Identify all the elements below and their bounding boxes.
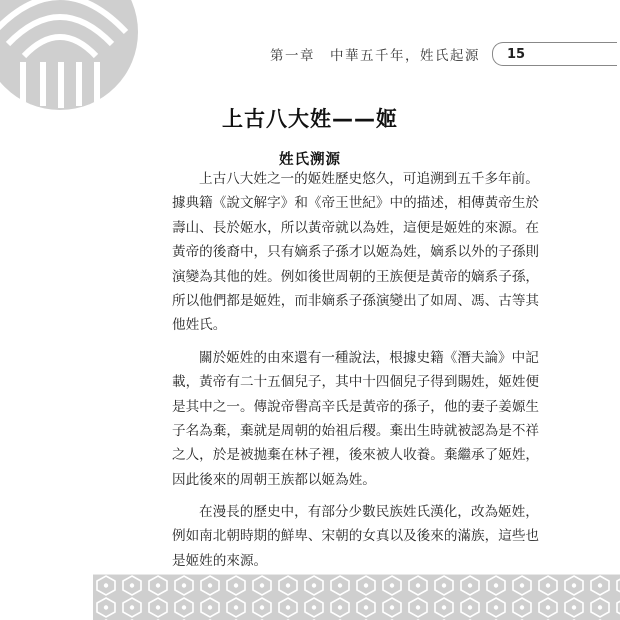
body-text [172, 167, 540, 573]
paragraph-line: 黃帝的後裔中，只有嫡系子孫才以姬為姓，嫡系以外的子孫則 [172, 244, 540, 261]
paragraph-line: 是其中之一。傳說帝嚳高辛氏是黃帝的孫子，他的妻子姜嫄生 [172, 398, 540, 415]
paragraph-line: 例如南北朝時期的鮮卑、宋朝的女真以及後來的滿族，這些也 [172, 528, 540, 545]
paragraph-line: 是姬姓的來源。 [172, 552, 268, 569]
paragraph-line: 演變為其他的姓。例如後世周朝的王族便是黃帝的嫡系子孫， [172, 268, 540, 285]
chapter-title: 上古八大姓——姬 [222, 107, 398, 131]
paragraph-line: 他姓氏。 [172, 317, 227, 334]
decorative-emblem-icon [0, 0, 140, 112]
paragraph-line: 之人，於是被拋棄在林子裡，後來被人收養。棄繼承了姬姓， [172, 447, 540, 464]
paragraph-line: 因此後來的周朝王族都以姬為姓。 [172, 471, 376, 488]
paragraph-line: 所以他們都是姬姓，而非嫡系子孫演變出了如周、馮、古等其 [172, 292, 540, 309]
paragraph-line: 在漫長的歷史中，有部分少數民族姓氏漢化，改為姬姓， [199, 504, 539, 521]
running-header [270, 40, 617, 68]
footer-pattern-icon [93, 574, 620, 620]
paragraph-line: 子名為棄，棄就是周朝的始祖后稷。棄出生時就被認為是不祥 [172, 422, 540, 439]
paragraph-line: 關於姬姓的由來還有一種說法，根據史籍《潛夫論》中記 [199, 349, 539, 366]
page-number: 15 [492, 42, 617, 66]
paragraph-line: 載，黃帝有二十五個兒子，其中十四個兒子得到賜姓，姬姓便 [172, 374, 540, 391]
paragraph-line: 壽山、長於姬水，所以黃帝就以為姓，這便是姬姓的來源。在 [172, 219, 540, 236]
paragraph-line: 上古八大姓之一的姬姓歷史悠久，可追溯到五千多年前。 [199, 171, 539, 187]
section-title: 姓氏溯源 [279, 152, 341, 168]
paragraph-line: 據典籍《說文解字》和《帝王世紀》中的描述，相傳黃帝生於 [172, 195, 540, 212]
running-title: 第一章 中華五千年，姓氏起源 [270, 48, 480, 64]
